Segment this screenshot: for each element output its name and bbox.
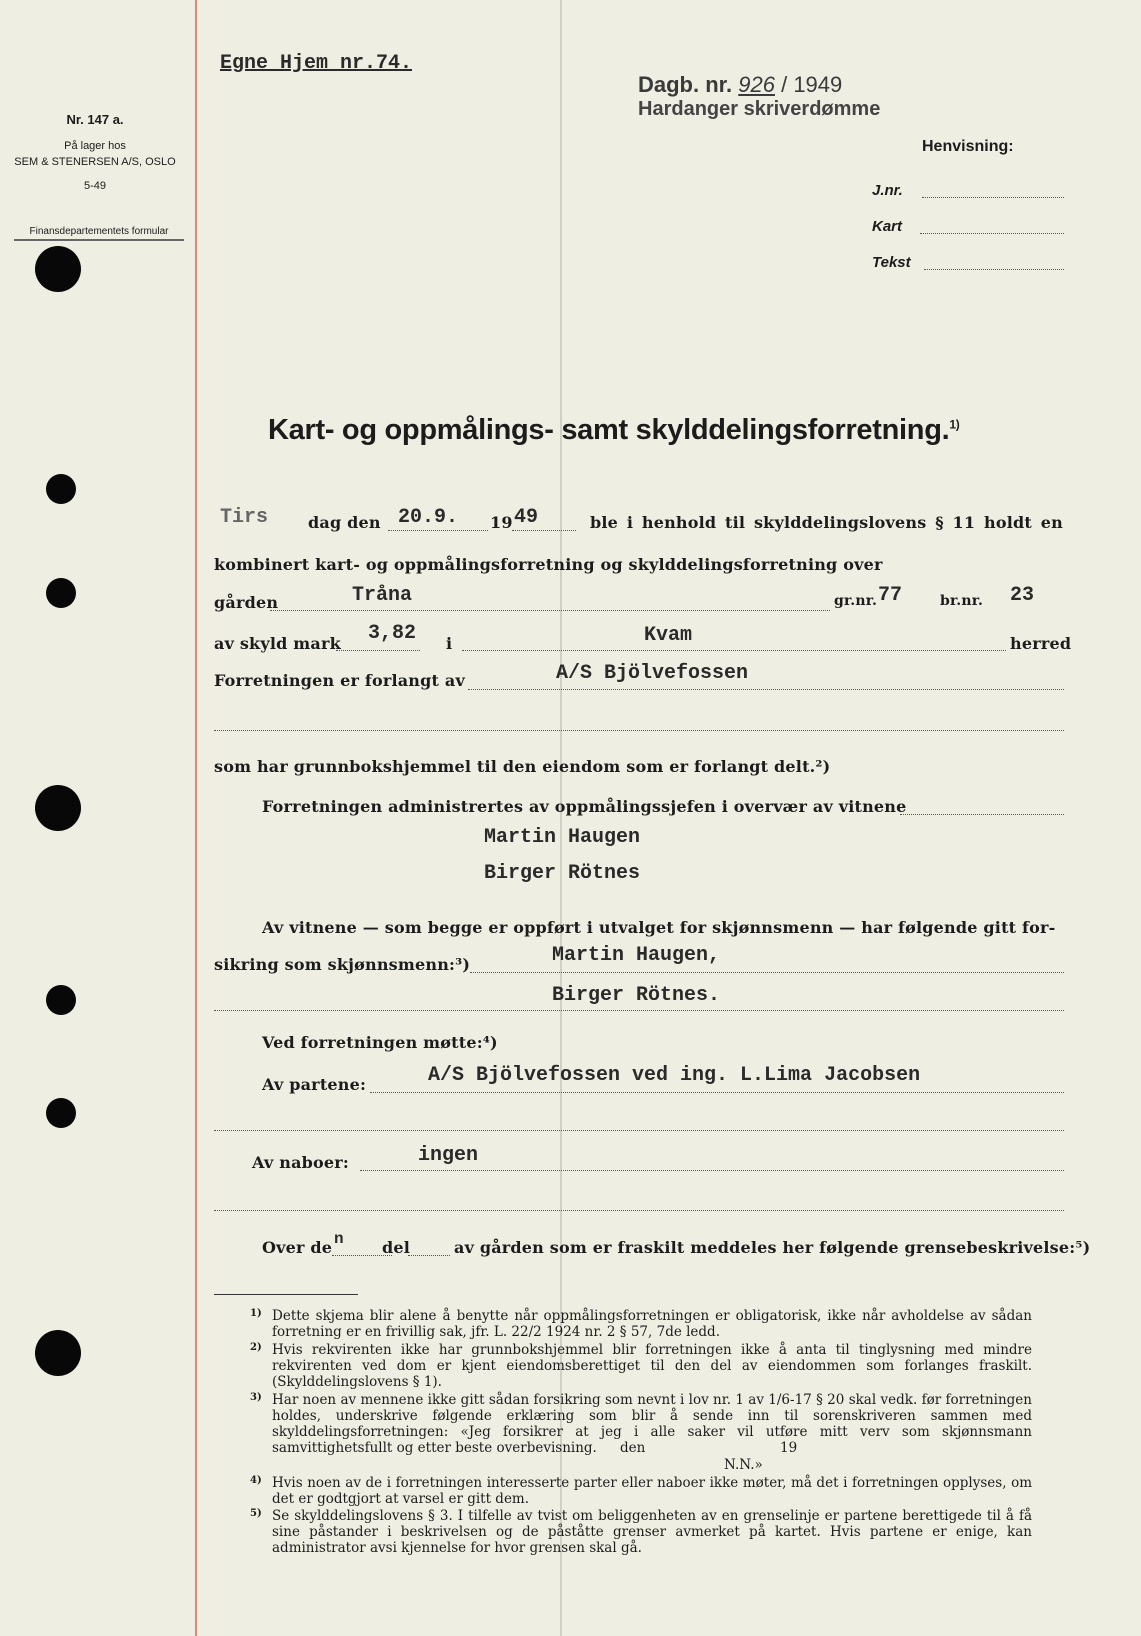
grunnbok-text: som har grunnbokshjemmel til den eiendom som er forlangt delt.²): [214, 757, 831, 776]
i-label: i: [446, 634, 453, 653]
punch-hole: [35, 1330, 81, 1376]
form-number: Nr. 147 a.: [66, 112, 124, 127]
diary-year: / 1949: [781, 72, 843, 97]
empty-line: [214, 730, 1064, 731]
brnr-label: br.nr.: [940, 593, 984, 609]
title-note: 1): [949, 417, 960, 432]
henvisning-label: Henvisning:: [922, 138, 1014, 155]
punch-hole: [46, 474, 76, 504]
diary-stamp: [638, 72, 842, 98]
herred-value: Kvam: [644, 624, 693, 647]
tekst-label: Tekst: [872, 254, 911, 271]
parties-field: [370, 1092, 1064, 1093]
footnote-separator: [214, 1294, 358, 1295]
parties-value: A/S Bjölvefossen ved ing. L.Lima Jacobsen: [428, 1064, 921, 1087]
footnote-5: Se skylddelingslovens § 3. I tilfelle av tvist om beliggenheten av en grenselinje er partene berettigede til å få sine påstander i beskrivelsen og de påståtte grenser avmerket på kartet. Hvis partene er enige, kan administrator avsi kjennelse for hvor grensen skal gå.: [272, 1508, 1032, 1556]
requested-value: A/S Bjölvefossen: [556, 662, 749, 685]
diary-label: Dagb. nr.: [638, 72, 733, 97]
footnote-2: Hvis rekvirenten ikke har grunnbokshjemmel blir forretningen ikke å anta til tinglysning med mindre rekvirenten ved dom er kjent eiendomsberettiget til den del av eiendommen som forlanges fraskilt. (Skylddelingslovens § 1).: [272, 1342, 1032, 1390]
footnote-3-year: 19: [780, 1440, 798, 1456]
document-title: [268, 414, 959, 447]
assessor-2: Birger Rötnes.: [552, 984, 721, 1007]
jnr-field: [922, 197, 1064, 198]
footnote-1: Dette skjema blir alene å benytte når oppmålingsforretningen er obligatorisk, ikke når avholdelse av sådan forretning er en frivillig sak, jfr. L. 22/2 1924 nr. 2 § 57, 7de ledd.: [272, 1308, 1032, 1340]
herred-label: herred: [1010, 634, 1072, 653]
requested-field: [468, 689, 1064, 690]
neighbours-field: [360, 1170, 1064, 1171]
empty-line: [214, 1210, 1064, 1211]
punch-hole: [35, 785, 81, 831]
skyld-field: [336, 650, 420, 651]
kart-field: [920, 233, 1064, 234]
assessor-field-2: [214, 1010, 1064, 1011]
farm-value: Tråna: [352, 584, 413, 607]
footnote-number: 1): [250, 1308, 262, 1319]
witness-2: Birger Rötnes: [484, 862, 641, 885]
punch-hole: [46, 578, 76, 608]
day-value: Tirs: [220, 506, 269, 529]
fold-crease: [560, 0, 562, 1636]
witness-field: [900, 814, 1064, 815]
footnote-3: Har noen av mennene ikke gitt sådan forsikring som nevnt i lov nr. 1 av 1/6-17 § 20 skal vedk. før forretningen holdes, underskrive følgende erklæring som blir å sende inn til sorenskriveren sammen med skylddelingsforretningen: «Jeg forsikrer at jeg i alle saker vil utføre mitt verv som skjønnsmann samvittighetsfullt og etter beste overbevisning.: [272, 1392, 1032, 1456]
farm-label: gården: [214, 593, 279, 612]
footnote-number: 3): [250, 1392, 262, 1403]
margin-rule: [195, 0, 197, 1636]
farm-field: [270, 610, 830, 611]
neighbours-label: Av naboer:: [252, 1153, 350, 1172]
jnr-label: J.nr.: [872, 182, 903, 199]
print-code: 5-49: [83, 180, 107, 192]
footnote-number: 5): [250, 1508, 262, 1519]
parties-label: Av partene:: [262, 1075, 367, 1094]
witness-1: Martin Haugen: [484, 826, 641, 849]
grnr-label: gr.nr.: [834, 593, 878, 609]
footnote-3-nn: N.N.»: [724, 1457, 763, 1473]
diary-number: 926: [738, 72, 775, 97]
assessor-field: [470, 972, 1064, 973]
assessor-1: Martin Haugen,: [552, 944, 721, 967]
title-text: Kart- og oppmålings- samt skylddelingsforretning.: [268, 414, 950, 446]
punch-hole: [46, 1098, 76, 1128]
day-label: dag den: [308, 513, 381, 532]
boundary-text: av gården som er fraskilt meddeles her følgende grensebeskrivelse:⁵): [454, 1238, 1091, 1257]
tekst-field: [924, 269, 1064, 270]
admin-text: Forretningen administrertes av oppmålingssjefen i overvær av vitnene: [262, 797, 907, 816]
footnote-number: 4): [250, 1475, 262, 1486]
attended-label: Ved forretningen møtte:⁴): [262, 1033, 498, 1052]
year-field: [512, 530, 576, 531]
footnote-4: Hvis noen av de i forretningen interesserte parter eller naboer ikke møter, må det i forretningen opplyses, om det er godtgjort at varsel er gitt dem.: [272, 1475, 1032, 1507]
del-field: [408, 1255, 450, 1256]
typed-reference: Egne Hjem nr.74.: [220, 52, 413, 75]
neighbours-value: ingen: [418, 1144, 479, 1167]
footnote-number: 2): [250, 1342, 262, 1353]
brnr-value: 23: [1010, 584, 1035, 607]
year-value: 49: [514, 506, 539, 529]
punch-hole: [46, 985, 76, 1015]
del-label: del: [382, 1238, 411, 1257]
line1-text: ble i henhold til skylddelingslovens § 11 holdt en: [590, 513, 1063, 532]
stock-line: På lager hos: [64, 140, 126, 152]
witness-text-2: sikring som skjønnsmenn:³): [214, 955, 471, 974]
office-stamp: Hardanger skriverdømme: [638, 98, 881, 120]
witness-text-1: Av vitnene — som begge er oppført i utvalget for skjønnsmenn — har følgende gitt for-: [262, 918, 1056, 937]
form-source: Finansdepartementets formular: [14, 226, 184, 241]
skyld-label: av skyld mark: [214, 634, 341, 653]
date-field: [388, 530, 488, 531]
over-value: n: [334, 1230, 344, 1248]
footnote-3-den: den: [620, 1440, 646, 1456]
herred-field: [462, 650, 1006, 651]
empty-line: [214, 1130, 1064, 1131]
line2-text: kombinert kart- og oppmålingsforretning og skylddelingsforretning over: [214, 555, 883, 574]
date-value: 20.9.: [398, 506, 459, 529]
kart-label: Kart: [872, 218, 903, 235]
requested-label: Forretningen er forlangt av: [214, 671, 465, 690]
year-prefix: 19: [490, 513, 513, 532]
over-label: Over de: [262, 1238, 333, 1257]
stock-company: SEM & STENERSEN A/S, OSLO: [14, 156, 176, 168]
skyld-value: 3,82: [368, 622, 417, 645]
punch-hole: [35, 246, 81, 292]
grnr-value: 77: [878, 584, 903, 607]
